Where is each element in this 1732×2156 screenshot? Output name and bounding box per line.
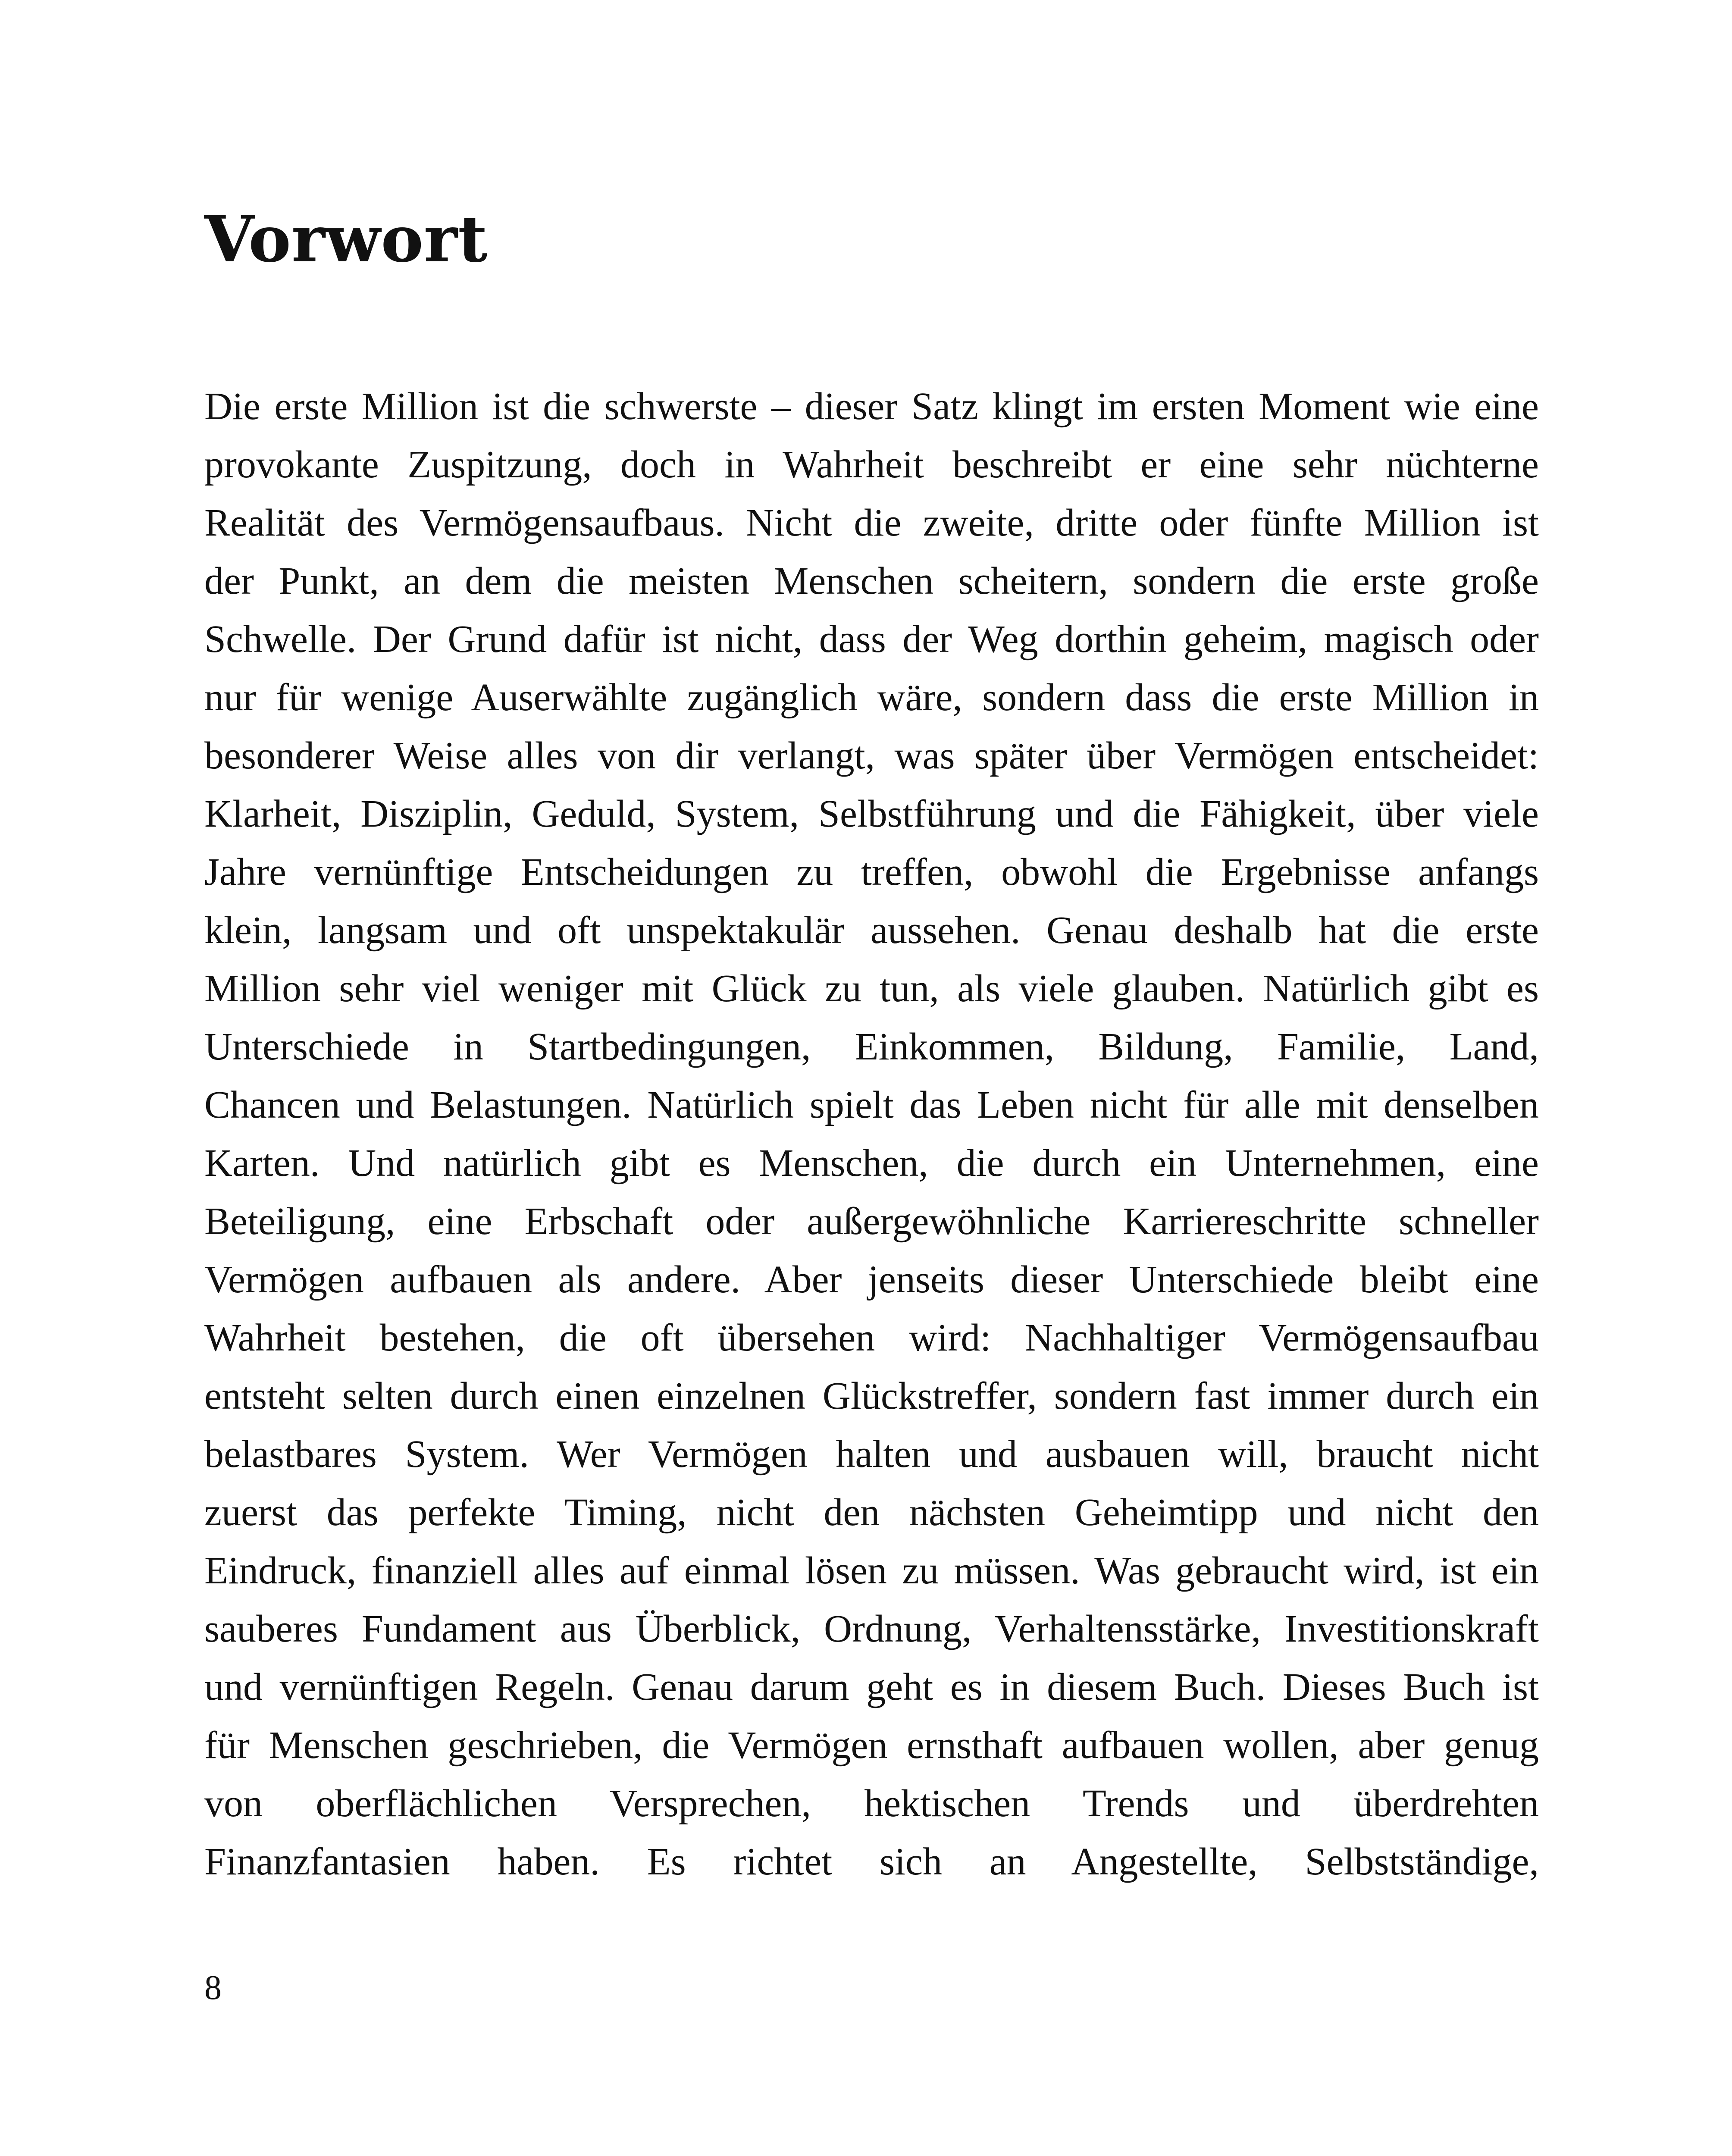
text-line: Die erste Million ist die schwerste – dieser Satz klingt im ersten Moment wie eine — [204, 385, 1539, 428]
text-line: Schwelle. Der Grund dafür ist nicht, dass der Weg dorthin geheim, magisch oder — [204, 618, 1539, 661]
text-line: sauberes Fundament aus Überblick, Ordnung, Verhaltensstärke, Investitionskraft — [204, 1608, 1539, 1650]
text-line: für Menschen geschrieben, die Vermögen ernsthaft aufbauen wollen, aber genug — [204, 1724, 1539, 1767]
text-line: zuerst das perfekte Timing, nicht den nächsten Geheimtipp und nicht den — [204, 1491, 1539, 1534]
text-line: Realität des Vermögensaufbaus. Nicht die zweite, dritte oder fünfte Million ist — [204, 501, 1539, 544]
body-text — [204, 377, 1539, 1891]
page-number: 8 — [204, 1969, 222, 2007]
text-line: provokante Zuspitzung, doch in Wahrheit beschreibt er eine sehr nüchterne — [204, 443, 1539, 486]
text-line: der Punkt, an dem die meisten Menschen scheitern, sondern die erste große — [204, 560, 1539, 602]
text-line: Unterschiede in Startbedingungen, Einkommen, Bildung, Familie, Land, — [204, 1025, 1539, 1068]
text-line: Beteiligung, eine Erbschaft oder außergewöhnliche Karriereschritte schneller — [204, 1200, 1539, 1243]
text-line: klein, langsam und oft unspektakulär aussehen. Genau deshalb hat die erste — [204, 909, 1539, 952]
text-line: Vermögen aufbauen als andere. Aber jenseits dieser Unterschiede bleibt eine — [204, 1258, 1539, 1301]
text-line: Chancen und Belastungen. Natürlich spielt das Leben nicht für alle mit denselben — [204, 1084, 1539, 1126]
text-line: Million sehr viel weniger mit Glück zu tun, als viele glauben. Natürlich gibt es — [204, 967, 1539, 1010]
text-line: Klarheit, Disziplin, Geduld, System, Selbstführung und die Fähigkeit, über viele — [204, 793, 1539, 835]
text-line: Wahrheit bestehen, die oft übersehen wird: Nachhaltiger Vermögensaufbau — [204, 1316, 1539, 1359]
text-line: Finanzfantasien haben. Es richtet sich an Angestellte, Selbstständige, — [204, 1840, 1539, 1883]
text-line: Eindruck, finanziell alles auf einmal lösen zu müssen. Was gebraucht wird, ist ein — [204, 1549, 1539, 1592]
text-line: nur für wenige Auserwählte zugänglich wäre, sondern dass die erste Million in — [204, 676, 1539, 719]
text-line: besonderer Weise alles von dir verlangt, was später über Vermögen entscheidet: — [204, 734, 1539, 777]
text-line: von oberflächlichen Versprechen, hektischen Trends und überdrehten — [204, 1782, 1539, 1825]
chapter-title: Vorwort — [204, 201, 488, 276]
text-line: entsteht selten durch einen einzelnen Glückstreffer, sondern fast immer durch ein — [204, 1375, 1539, 1417]
text-line: Karten. Und natürlich gibt es Menschen, die durch ein Unternehmen, eine — [204, 1142, 1539, 1185]
text-line: belastbares System. Wer Vermögen halten und ausbauen will, braucht nicht — [204, 1433, 1539, 1476]
text-line: und vernünftigen Regeln. Genau darum geht es in diesem Buch. Dieses Buch ist — [204, 1666, 1539, 1708]
text-line: Jahre vernünftige Entscheidungen zu treffen, obwohl die Ergebnisse anfangs — [204, 851, 1539, 893]
